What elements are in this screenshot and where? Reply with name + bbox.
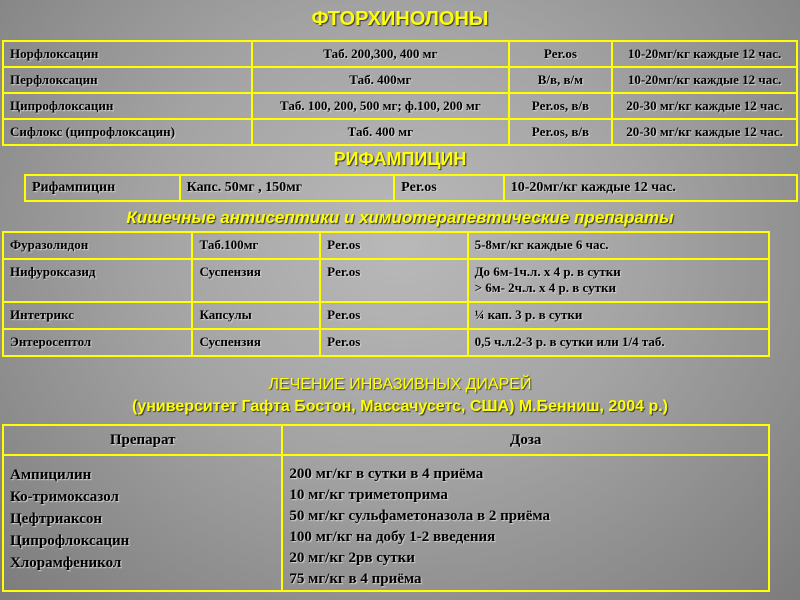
drug-dose: 10-20мг/кг каждые 12 час. — [612, 41, 797, 67]
drug-name: Ципрофлоксацин — [3, 93, 252, 119]
table-row — [3, 41, 797, 67]
list-item: 10 мг/кг триметоприма — [289, 487, 448, 503]
drug-name: Нифуроксазид — [3, 259, 192, 302]
list-item: Цефтриаксон — [10, 511, 102, 527]
drug-name: Фуразолидон — [3, 232, 192, 259]
column-header-dose: Доза — [282, 425, 769, 455]
invasive-subtitle: (университет Гафта Бостон, Массачусетс, США) М.Бенниш, 2004 р.) — [131, 398, 668, 415]
list-item: 50 мг/кг сульфаметоназола в 2 приёма — [289, 508, 550, 524]
list-item: Ампицилин — [10, 467, 92, 483]
dose-line: > 6м- 2ч.л. х 4 р. в сутки — [474, 280, 616, 295]
drug-dose: 10-20мг/кг каждые 12 час. — [612, 67, 797, 93]
table-row — [3, 259, 769, 302]
drug-name: Норфлоксацин — [3, 41, 252, 67]
column-header-drug: Препарат — [3, 425, 282, 455]
antiseptics-table — [2, 231, 770, 357]
drug-form: Таб. 100, 200, 500 мг; ф.100, 200 мг — [252, 93, 508, 119]
table-row — [3, 455, 769, 591]
drug-route: Per.os — [320, 259, 467, 302]
drug-route: Per.os — [320, 232, 467, 259]
table-row — [3, 67, 797, 93]
drug-route: Per.os, в/в — [509, 93, 613, 119]
drug-name: Рифампицин — [25, 175, 180, 201]
fluoroquinolones-title: ФТОРХИНОЛОНЫ — [311, 8, 489, 30]
drug-route: Per.os — [394, 175, 504, 201]
table-row — [3, 302, 769, 329]
drug-dose — [468, 259, 769, 302]
drug-form: Таб.100мг — [192, 232, 320, 259]
list-item: Ципрофлоксацин — [10, 533, 130, 549]
table-row — [3, 93, 797, 119]
list-item: 20 мг/кг 2рв сутки — [289, 550, 415, 566]
drug-dose: 20-30 мг/кг каждые 12 час. — [612, 93, 797, 119]
table-row — [3, 119, 797, 145]
drug-form: Суспензия — [192, 259, 320, 302]
drug-dose: 5-8мг/кг каждые 6 час. — [468, 232, 769, 259]
antiseptics-title: Кишечные антисептики и химиотерапевтические препараты — [126, 208, 674, 227]
drug-dose: 20-30 мг/кг каждые 12 час. — [612, 119, 797, 145]
drug-dose: 0,5 ч.л.2-3 р. в сутки или 1/4 таб. — [468, 329, 769, 356]
drug-form: Суспензия — [192, 329, 320, 356]
drug-list — [3, 455, 282, 591]
table-row — [3, 232, 769, 259]
invasive-table — [2, 424, 770, 592]
drug-form: Таб. 200,300, 400 мг — [252, 41, 508, 67]
dose-list — [282, 455, 769, 591]
drug-route: Per.os, в/в — [509, 119, 613, 145]
fluoroquinolones-table — [2, 40, 798, 146]
drug-dose: ¼ кап. 3 р. в сутки — [468, 302, 769, 329]
invasive-title: ЛЕЧЕНИЕ ИНВАЗИВНЫХ ДИАРЕЙ — [268, 376, 532, 393]
list-item: 200 мг/кг в сутки в 4 приёма — [289, 466, 484, 482]
drug-form: Капс. 50мг , 150мг — [180, 175, 394, 201]
drug-route: В/в, в/м — [509, 67, 613, 93]
table-header-row — [3, 425, 769, 455]
drug-form: Таб. 400 мг — [252, 119, 508, 145]
dose-line: До 6м-1ч.л. х 4 р. в сутки — [474, 264, 621, 279]
drug-dose: 10-20мг/кг каждые 12 час. — [504, 175, 797, 201]
drug-name: Сифлокс (ципрофлоксацин) — [3, 119, 252, 145]
drug-route: Per.os — [509, 41, 613, 67]
drug-route: Per.os — [320, 302, 467, 329]
list-item: Ко-тримоксазол — [10, 489, 119, 505]
list-item: Хлорамфеникол — [10, 555, 122, 571]
table-row — [25, 175, 797, 201]
table-row — [3, 329, 769, 356]
rifampicin-table — [24, 174, 798, 202]
drug-name: Интетрикс — [3, 302, 192, 329]
drug-form: Таб. 400мг — [252, 67, 508, 93]
drug-name: Перфлоксацин — [3, 67, 252, 93]
list-item: 75 мг/кг в 4 приёма — [289, 571, 422, 587]
drug-name: Энтеросептол — [3, 329, 192, 356]
drug-route: Per.os — [320, 329, 467, 356]
list-item: 100 мг/кг на добу 1-2 введения — [289, 529, 496, 545]
drug-form: Капсулы — [192, 302, 320, 329]
rifampicin-title: РИФАМПИЦИН — [333, 149, 467, 169]
